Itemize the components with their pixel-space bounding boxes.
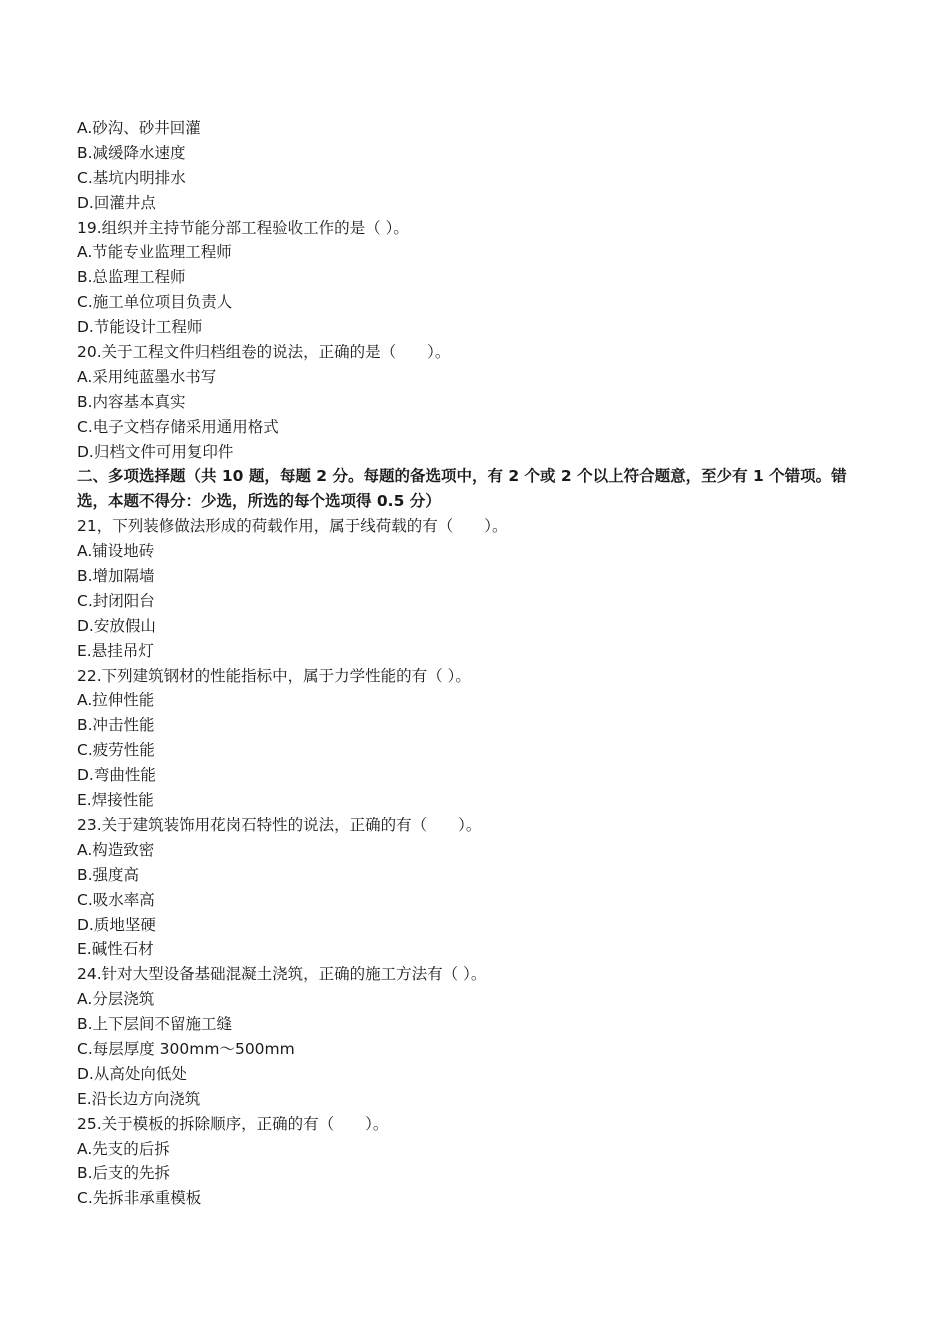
- q22-option-d: D.弯曲性能: [77, 766, 156, 785]
- q22-option-e: E.焊接性能: [77, 791, 154, 810]
- q22-option-b: B.冲击性能: [77, 716, 155, 735]
- q21-option-d: D.安放假山: [77, 616, 156, 635]
- q24-option-a: A.分层浇筑: [77, 990, 155, 1009]
- q18-option-a: A.砂沟、砂井回灌: [77, 119, 201, 137]
- q21-option-b: B.增加隔墙: [77, 567, 155, 586]
- q22-text: 22.下列建筑钢材的性能指标中，属于力学性能的有（ ）。: [77, 666, 471, 685]
- q20-option-a: A.采用纯蓝墨水书写: [77, 367, 217, 386]
- q24-option-c: C.每层厚度 300mm～500mm: [77, 1039, 295, 1058]
- q20-option-c: C.电子文档存储采用通用格式: [77, 417, 279, 436]
- q19-text: 19.组织并主持节能分部工程验收工作的是（ ）。: [77, 218, 409, 237]
- question-22: [77, 664, 887, 813]
- section-2-title-line-2: 选，本题不得分：少选，所选的每个选项得 0.5 分）: [77, 492, 441, 511]
- question-19: [77, 216, 887, 340]
- q18-option-b: B.减缓降水速度: [77, 143, 186, 162]
- section-2-title-line-1: 二、多项选择题（共 10 题，每题 2 分。每题的备选项中，有 2 个或 2 个以上符合题意，至少有 1 个错项。错: [77, 467, 847, 486]
- q25-option-a: A.先支的后拆: [77, 1139, 170, 1158]
- q24-option-e: E.沿长边方向浇筑: [77, 1089, 201, 1108]
- q21-text: 21，下列装修做法形成的荷载作用，属于线荷载的有（ ）。: [77, 517, 508, 536]
- q25-text: 25.关于模板的拆除顺序，正确的有（ ）。: [77, 1114, 389, 1133]
- q24-option-b: B.上下层间不留施工缝: [77, 1015, 233, 1034]
- question-25: [77, 1112, 887, 1212]
- q19-option-c: C.施工单位项目负责人: [77, 293, 233, 312]
- question-20: [77, 340, 887, 464]
- q21-option-c: C.封闭阳台: [77, 591, 155, 610]
- q20-text: 20.关于工程文件归档组卷的说法，正确的是（ ）。: [77, 343, 451, 362]
- question-24: [77, 962, 887, 1111]
- q21-option-a: A.铺设地砖: [77, 542, 155, 561]
- q20-option-b: B.内容基本真实: [77, 392, 186, 411]
- q23-option-e: E.碱性石材: [77, 940, 154, 959]
- q19-option-b: B.总监理工程师: [77, 268, 186, 287]
- q23-option-a: A.构造致密: [77, 840, 155, 859]
- exam-page: [77, 116, 887, 1211]
- question-21: [77, 514, 887, 663]
- q25-option-b: B.后支的先拆: [77, 1164, 171, 1183]
- q24-option-d: D.从高处向低处: [77, 1064, 187, 1083]
- q19-option-d: D.节能设计工程师: [77, 318, 203, 337]
- q18-option-d: D.回灌井点: [77, 193, 156, 212]
- question-23: [77, 813, 887, 962]
- q23-option-c: C.吸水率高: [77, 890, 155, 909]
- q22-option-c: C.疲劳性能: [77, 741, 155, 760]
- q21-option-e: E.悬挂吊灯: [77, 641, 154, 660]
- q23-text: 23.关于建筑装饰用花岗石特性的说法，正确的有（ ）。: [77, 815, 482, 834]
- section-2-heading: [77, 464, 887, 514]
- q20-option-d: D.归档文件可用复印件: [77, 442, 234, 461]
- q19-option-a: A.节能专业监理工程师: [77, 243, 232, 262]
- q23-option-d: D.质地坚硬: [77, 915, 156, 934]
- q18-options: [77, 116, 887, 216]
- q25-option-c: C.先拆非承重模板: [77, 1189, 202, 1208]
- q23-option-b: B.强度高: [77, 865, 140, 884]
- q24-text: 24.针对大型设备基础混凝土浇筑，正确的施工方法有（ ）。: [77, 965, 487, 984]
- q18-option-c: C.基坑内明排水: [77, 168, 186, 187]
- q22-option-a: A.拉伸性能: [77, 691, 155, 710]
